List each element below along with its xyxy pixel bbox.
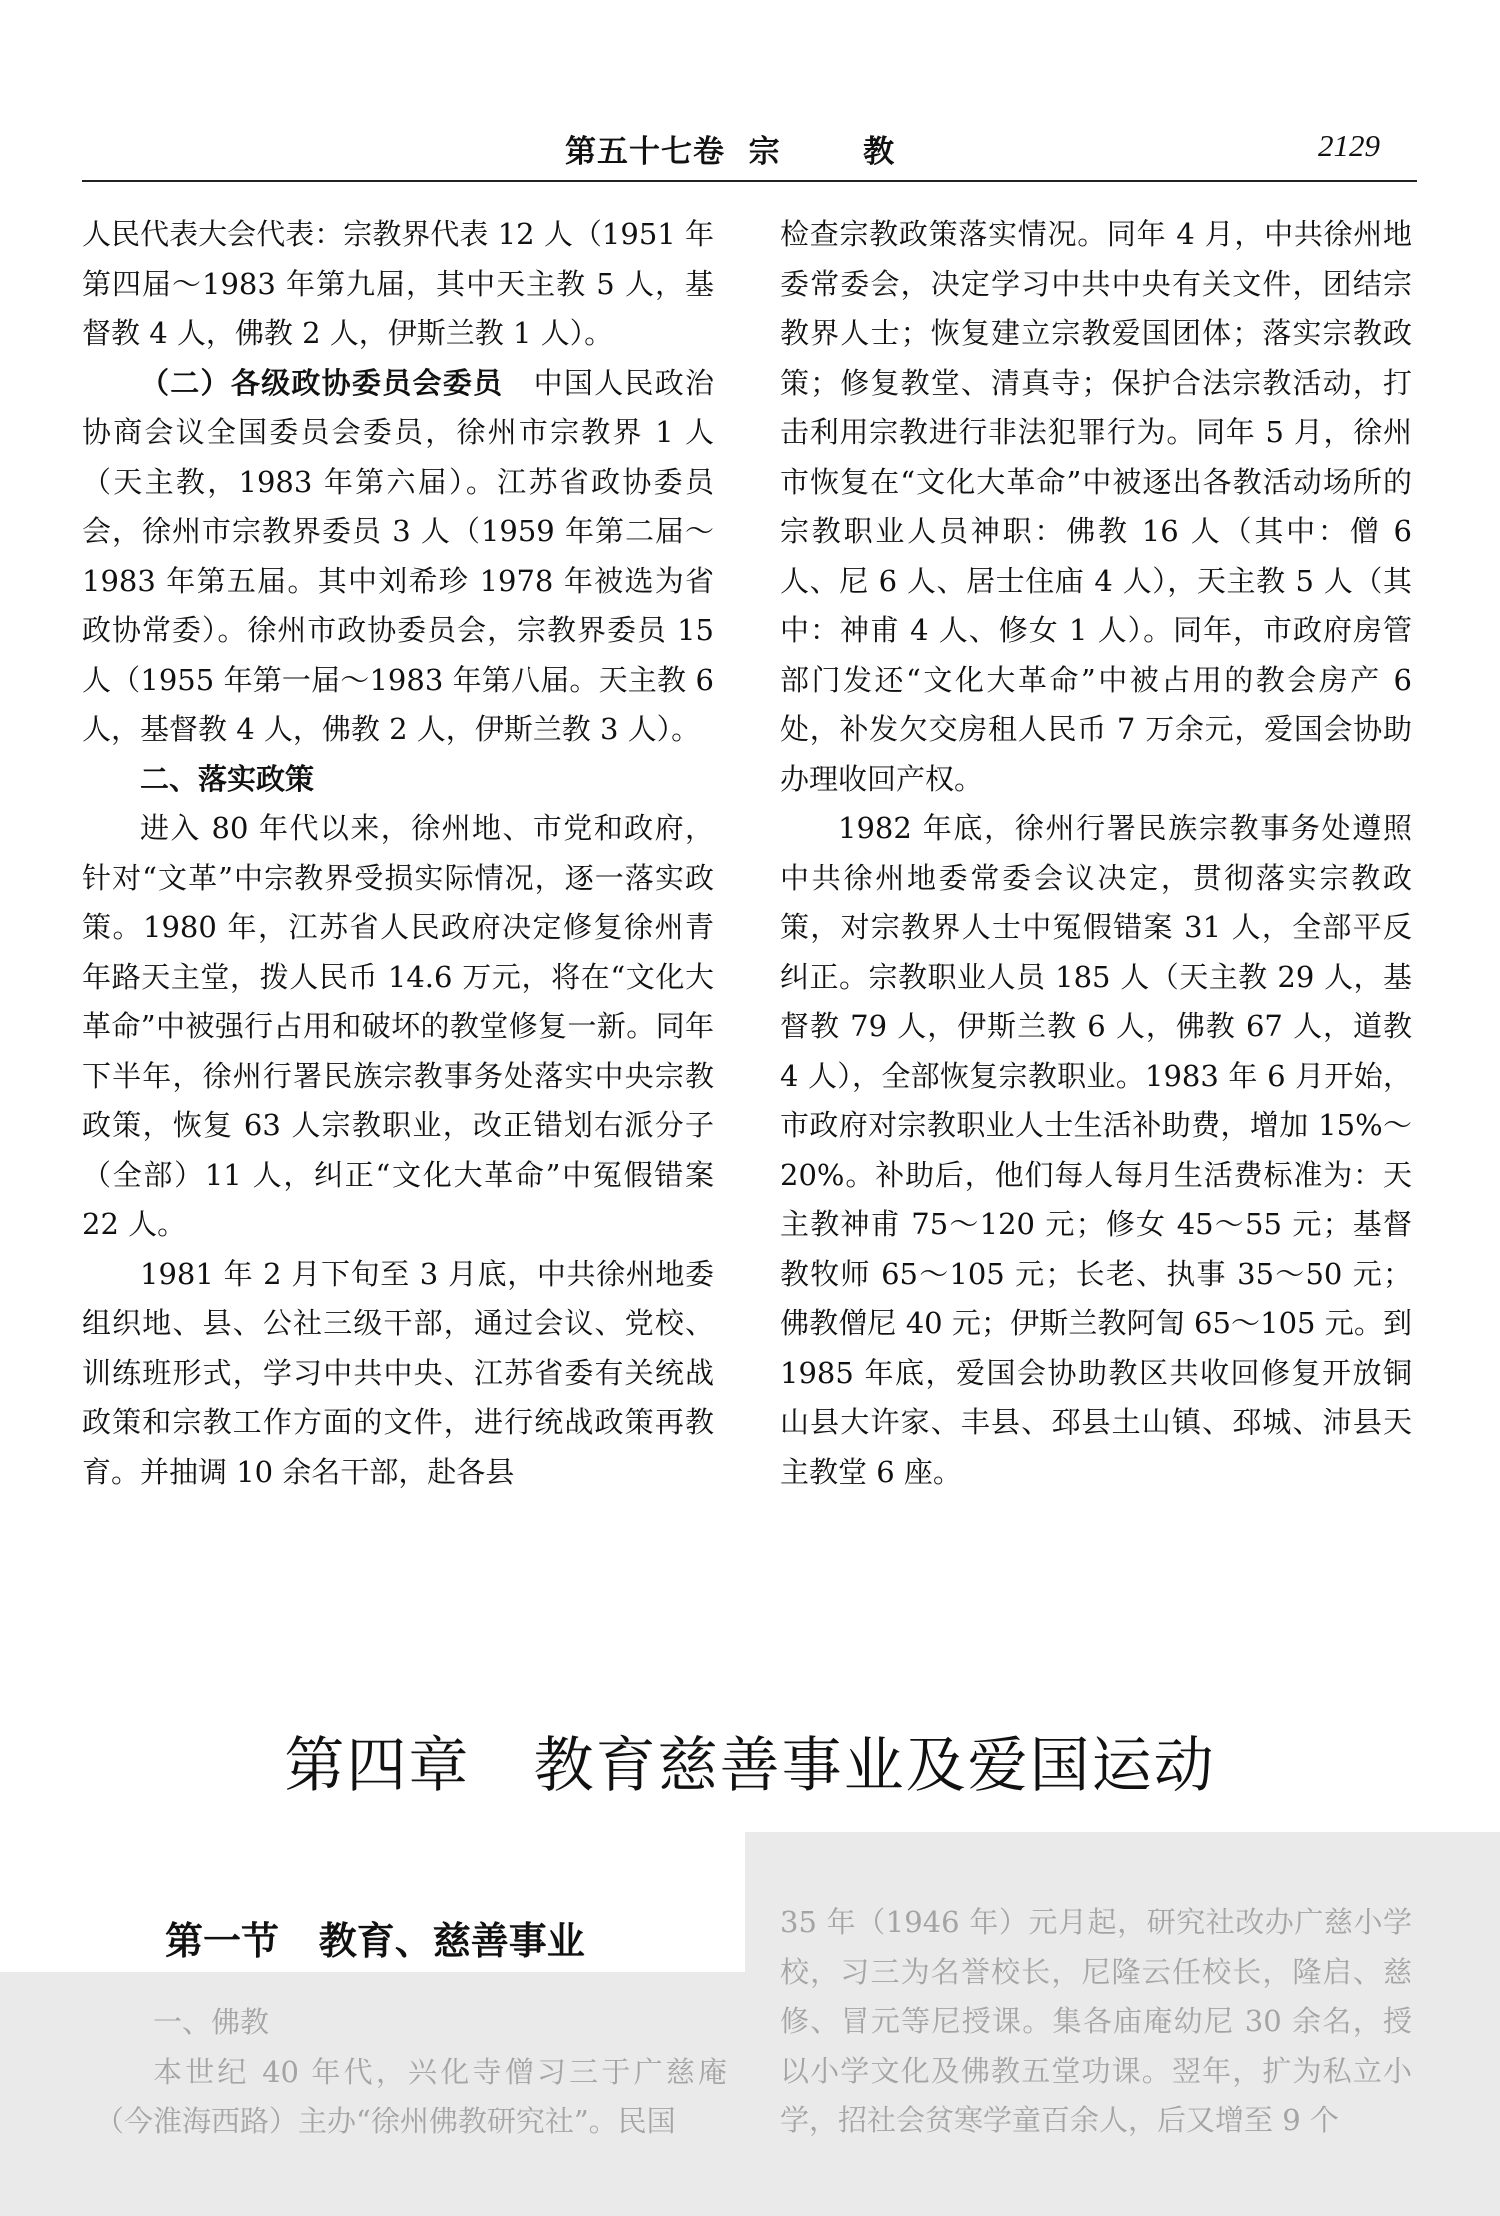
paragraph <box>82 359 714 755</box>
paragraph-body: 中国人民政治协商会议全国委员会委员，徐州市宗教界 1 人（天主教，1983 年第六届）。江苏省政协委员会，徐州市宗教界委员 3 人（1959 年第二届～1983 年第五届。其中刘希珍 1978 年被选为省政协常委）。徐州市政协委员会，宗教界委员 15 人（1955 年第一届～1983 年第八届。天主教 6 人，基督教 4 人，佛教 2 人，伊斯兰教 3 人）。 <box>82 365 714 746</box>
page-number: 2129 <box>1318 128 1380 163</box>
faded-right-text <box>780 1898 1412 2146</box>
paragraph: 检查宗教政策落实情况。同年 4 月，中共徐州地委常委会，决定学习中共中央有关文件，团结宗教界人士；恢复建立宗教爱国团体；落实宗教政策；修复教堂、清真寺；保护合法宗教活动，打击利用宗教进行非法犯罪行为。同年 5 月，徐州市恢复在“文化大革命”中被逐出各教活动场所的宗教职业人员神职：佛教 16 人（其中：僧 6 人、尼 6 人、居士住庙 4 人），天主教 5 人（其中：神甫 4 人、修女 1 人）。同年，市政府房管部门发还“文化大革命”中被占用的教会房产 6 处，补发欠交房租人民币 7 万余元，爱国会协助办理收回产权。 <box>780 217 1412 796</box>
paragraph: 1981 年 2 月下旬至 3 月底，中共徐州地委组织地、县、公社三级干部，通过会议、党校、训练班形式，学习中共中央、江苏省委有关统战政策和宗教工作方面的文件，进行统战政策再教育。并抽调 10 余名干部，赴各县 <box>82 1256 714 1489</box>
right-text-column <box>780 210 1412 1497</box>
subsection-heading: （二）各级政协委员会委员 <box>140 365 504 400</box>
subsection-heading: 一、佛教 <box>153 2005 270 2039</box>
left-text-column <box>82 210 714 1497</box>
section-heading: 二、落实政策 <box>140 761 315 796</box>
running-header-title: 第五十七卷 宗 教 <box>565 134 896 170</box>
header-rule <box>82 180 1417 182</box>
section-title: 第一节 教育、慈善事业 <box>165 1919 585 1963</box>
paragraph: 人民代表大会代表：宗教界代表 12 人（1951 年第四届～1983 年第九届，其中天主教 5 人，基督教 4 人，佛教 2 人，伊斯兰教 1 人）。 <box>82 217 714 350</box>
faded-left-text <box>95 1998 727 2147</box>
paragraph: 本世纪 40 年代，兴化寺僧习三于广慈庵（今淮海西路）主办“徐州佛教研究社”。民国 <box>95 2054 727 2138</box>
paragraph: 35 年（1946 年）元月起，研究社改办广慈小学校，习三为名誉校长，尼隆云任校长，隆启、慈修、冒元等尼授课。集各庙庵幼尼 30 余名，授以小学文化及佛教五堂功课。翌年，扩为私立小学，招社会贫寒学童百余人，后又增至 9 个 <box>780 1905 1412 2137</box>
paragraph: 进入 80 年代以来，徐州地、市党和政府，针对“文革”中宗教界受损实际情况，逐一落实政策。1980 年，江苏省人民政府决定修复徐州青年路天主堂，拨人民币 14.6 万元，将在“文化大革命”中被强行占用和破坏的教堂修复一新。同年下半年，徐州行署民族宗教事务处落实中央宗教政策，恢复 63 人宗教职业，改正错划右派分子（全部）11 人，纠正“文化大革命”中冤假错案 22 人。 <box>82 811 714 1241</box>
paragraph: 1982 年底，徐州行署民族宗教事务处遵照中共徐州地委常委会议决定，贯彻落实宗教政策，对宗教界人士中冤假错案 31 人，全部平反纠正。宗教职业人员 185 人（天主教 29 人，基督教 79 人，伊斯兰教 6 人，佛教 67 人，道教 4 人），全部恢复宗教职业。1983 年 6 月开始，市政府对宗教职业人士生活补助费，增加 15%～20%。补助后，他们每人每月生活费标准为：天主教神甫 75～120 元；修女 45～55 元；基督教牧师 65～105 元；长老、执事 35～50 元；佛教僧尼 40 元；伊斯兰教阿訇 65～105 元。到 1985 年底，爱国会协助教区共收回修复开放铜山县大许家、丰县、邳县土山镇、邳城、沛县天主教堂 6 座。 <box>780 811 1412 1489</box>
chapter-title: 第四章 教育慈善事业及爱国运动 <box>284 1731 1216 1801</box>
